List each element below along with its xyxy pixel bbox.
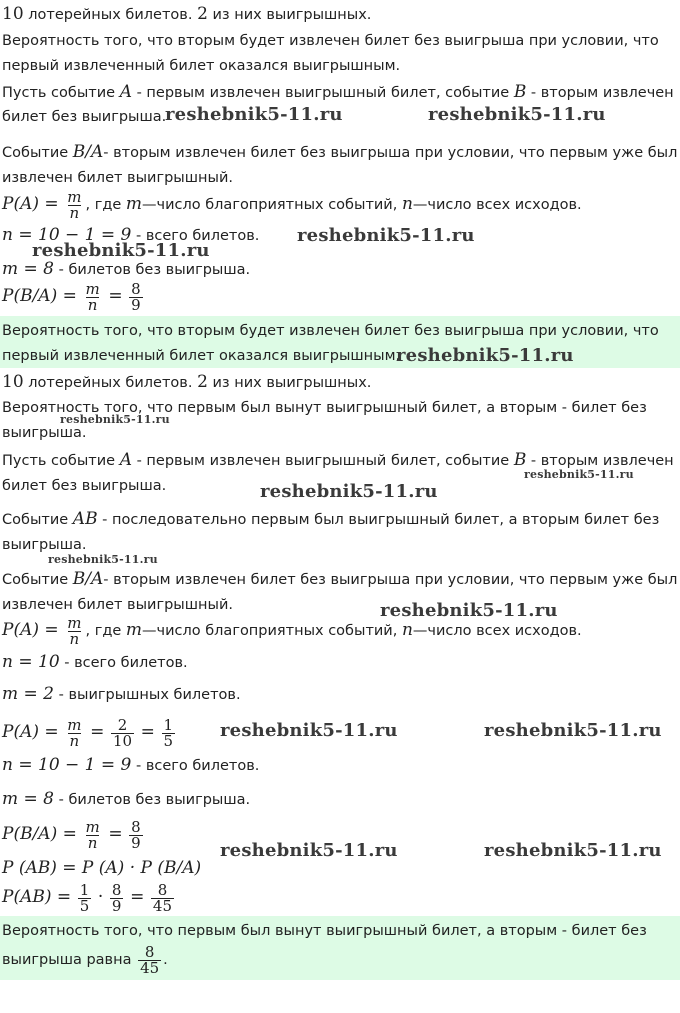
question-line-2: первый извлеченный билет оказался выигрышным. [2,58,401,74]
conditional-probability: P(B/A) = $\frac{m}{n}$ = $\frac{8}{9}$ [2,279,141,314]
watermark: reshebnik5-11.ru [165,104,343,125]
watermark: reshebnik5-11.ru [60,413,170,426]
fraction: $\frac{8}{9}$ [131,817,141,852]
event-definition-cont: билет без выигрыша. [2,109,167,125]
question-line-1: Вероятность того, что вторым будет извлечен билет без выигрыша при условии, что [2,33,659,49]
total-tickets-9: n = 10 − 1 = 9 - всего билетов. [2,755,260,775]
joint-probability: P(AB) = $\frac{1}{5}$ · $\frac{8}{9}$ = $\frac{8}{45}$ [2,880,173,915]
fraction: $\frac{m}{n}$ [85,817,100,852]
watermark: reshebnik5-11.ru [484,840,662,861]
probability-a: P(A) = $\frac{m}{n}$ = $\frac{2}{10}$ = $\frac{1}{5}$ [2,715,174,750]
conditional-event: Событие B/A- вторым извлечен билет без выигрыша при условии, что первым уже был [2,142,678,162]
fraction: $\frac{8}{45}$ [152,880,173,915]
fraction: $\frac{1}{5}$ [163,715,174,750]
watermark: reshebnik5-11.ru [396,345,574,366]
joint-event: Событие AB - последовательно первым был выигрышный билет, а вторым билет без [2,509,660,529]
watermark: reshebnik5-11.ru [48,553,158,566]
answer2-line-2: выигрыша равна $\frac{8}{45}$ . [2,942,168,977]
probability-formula: P(A) = $\frac{m}{n}$ , где m—число благоприятных событий, n—число всех исходов. [2,187,582,222]
fraction: $\frac{8}{9}$ [131,279,141,314]
watermark: reshebnik5-11.ru [428,104,606,125]
watermark: reshebnik5-11.ru [524,468,634,481]
question2-line-1: Вероятность того, что первым был вынут выигрышный билет, а вторым - билет без [2,400,647,416]
total-tickets-10: n = 10 - всего билетов. [2,652,188,672]
event-definition-2: Пусть событие A - первым извлечен выигрышный билет, событие B - вторым извлечен [2,450,674,470]
watermark: reshebnik5-11.ru [484,720,662,741]
event-definition: Пусть событие A - первым извлечен выигрышный билет, событие B - вторым извлечен [2,82,674,102]
non-winning-count-2: m = 8 - билетов без выигрыша. [2,789,251,809]
joint-event-cont: выигрыша. [2,537,87,553]
fraction: $\frac{m}{n}$ [67,613,82,648]
fraction: $\frac{m}{n}$ [85,279,100,314]
fraction: $\frac{m}{n}$ [67,187,82,222]
conditional-probability-2: P(B/A) = $\frac{m}{n}$ = $\frac{8}{9}$ [2,817,141,852]
answer2-line-1: Вероятность того, что первым был вынут выигрышный билет, а вторым - билет без [2,923,647,939]
fraction: $\frac{2}{10}$ [112,715,133,750]
watermark: reshebnik5-11.ru [380,600,558,621]
fraction: $\frac{8}{45}$ [140,942,160,977]
problem-intro-2: 10 лотерейных билетов. 2 из них выигрышных. [2,372,372,392]
product-rule: P (AB) = P (A) · P (B/A) [2,858,202,878]
answer-line-2: первый извлеченный билет оказался выигрышным. [2,348,401,364]
watermark: reshebnik5-11.ru [32,240,210,261]
fraction: $\frac{1}{5}$ [79,880,90,915]
total-tickets: n = 10 − 1 = 9 - всего билетов. [2,225,260,245]
watermark: reshebnik5-11.ru [220,840,398,861]
winning-count: m = 2 - выигрышных билетов. [2,684,241,704]
conditional-event-cont: извлечен билет выигрышный. [2,170,233,186]
watermark: reshebnik5-11.ru [220,720,398,741]
watermark: reshebnik5-11.ru [297,225,475,246]
watermark: reshebnik5-11.ru [260,481,438,502]
conditional-event-2: Событие B/A- вторым извлечен билет без выигрыша при условии, что первым уже был [2,569,678,589]
probability-formula-2: P(A) = $\frac{m}{n}$ , где m—число благоприятных событий, n—число всех исходов. [2,613,582,648]
answer-line-1: Вероятность того, что вторым будет извлечен билет без выигрыша при условии, что [2,323,659,339]
fraction: $\frac{m}{n}$ [67,715,82,750]
non-winning-count: m = 8 - билетов без выигрыша. [2,259,251,279]
question2-line-2: выигрыша. [2,425,87,441]
event-definition-2-cont: билет без выигрыша. [2,478,167,494]
fraction: $\frac{8}{9}$ [111,880,122,915]
problem-intro: 10 лотерейных билетов. 2 из них выигрышных. [2,4,372,24]
conditional-event-2-cont: извлечен билет выигрышный. [2,597,233,613]
